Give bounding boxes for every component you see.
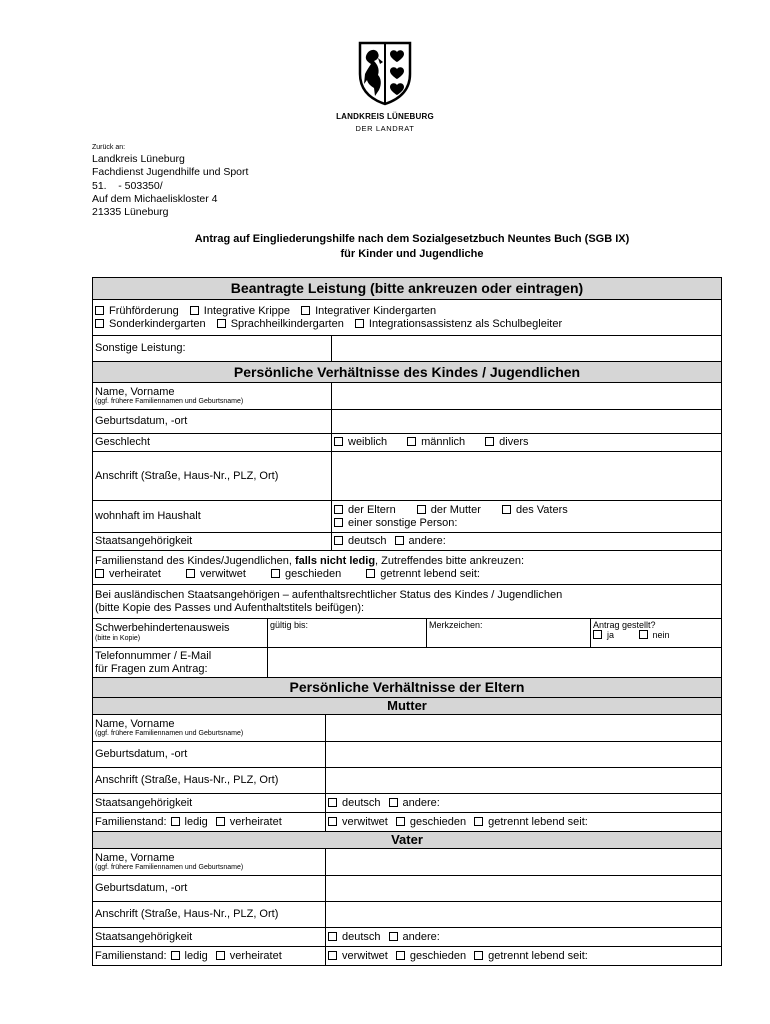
checkbox-maennlich[interactable] — [407, 437, 416, 446]
checkbox-divers[interactable] — [485, 437, 494, 446]
kind-geburt-label: Geburtsdatum, -ort — [95, 415, 188, 428]
vater-name-label: Name, Vorname — [95, 851, 175, 864]
vater-familienstand-right — [325, 947, 721, 965]
sonstige-leistung-label: Sonstige Leistung: — [95, 342, 186, 355]
kind-haushalt-label: wohnhaft im Haushalt — [95, 510, 201, 523]
option-label: andere: — [402, 930, 440, 943]
checkbox-antrag-ja[interactable] — [593, 630, 602, 639]
option-label: andere: — [402, 796, 440, 809]
vater-name-hint: (ggf. frühere Familiennamen und Geburtsname) — [95, 864, 244, 872]
checkbox-kind-verwitwet[interactable] — [186, 569, 195, 578]
checkbox-mutter-verwitwet[interactable] — [328, 817, 337, 826]
sba-label: Schwerbehindertenausweis — [95, 622, 230, 634]
checkbox-deutsch[interactable] — [334, 536, 343, 545]
checkbox-vater-deutsch[interactable] — [328, 932, 337, 941]
option-label: männlich — [421, 436, 466, 449]
familienstand-text: , Zutreffendes bitte ankreuzen: — [375, 555, 525, 567]
address-line: Fachdienst Jugendhilfe und Sport — [92, 166, 249, 179]
coat-of-arms-icon — [356, 40, 414, 106]
telefon-label-cell — [93, 648, 267, 677]
kind-name-label: Name, Vorname — [95, 385, 175, 398]
option-label: deutsch — [342, 796, 381, 809]
kind-auslaender-status[interactable] — [93, 585, 721, 618]
checkbox-vater-verwitwet[interactable] — [328, 951, 337, 960]
option-label: divers — [499, 436, 529, 449]
checkbox-vater-getrennt[interactable] — [474, 951, 483, 960]
leistung-options — [93, 300, 721, 335]
option-label: Sprachheilkindergarten — [230, 317, 344, 330]
mutter-geburt-label: Geburtsdatum, -ort — [95, 748, 188, 761]
option-label: geschieden — [284, 567, 342, 580]
checkbox-weiblich[interactable] — [334, 437, 343, 446]
logo-title: LANDKREIS LÜNEBURG — [336, 112, 434, 121]
mutter-name-field[interactable] — [325, 715, 721, 741]
vater-geburt-field[interactable] — [325, 876, 721, 901]
checkbox-vater-andere[interactable] — [389, 932, 398, 941]
sba-merkzeichen-field[interactable] — [426, 619, 590, 647]
option-label: verheiratet — [229, 815, 282, 828]
kind-anschrift-label: Anschrift (Straße, Haus-Nr., PLZ, Ort) — [95, 469, 279, 482]
logo-subtitle: DER LANDRAT — [355, 124, 415, 133]
checkbox-integrativer-kindergarten[interactable] — [301, 306, 310, 315]
sba-antrag-cell — [590, 619, 721, 647]
gueltig-label: gültig bis: — [270, 620, 309, 630]
option-label: verheiratet — [109, 567, 161, 580]
kind-geschlecht-options — [331, 434, 721, 451]
mutter-name-hint: (ggf. frühere Familiennamen und Geburtsname) — [95, 730, 244, 738]
address-line: 51. - 503350/ — [92, 179, 163, 192]
checkbox-antrag-nein[interactable] — [639, 630, 648, 639]
familienstand-label: Familienstand: — [95, 815, 167, 828]
option-label: getrennt lebend seit: — [488, 949, 588, 962]
auslaender-text-line1: Bei ausländischen Staatsangehörigen – aufenthaltsrechtlicher Status des Kindes / Jugendlichen — [95, 589, 563, 601]
option-label: andere: — [408, 535, 446, 548]
sba-label-cell — [93, 619, 267, 647]
form-subtitle: für Kinder und Jugendliche — [340, 248, 484, 260]
application-form — [92, 277, 722, 966]
auslaender-text-line2: (bitte Kopie des Passes und Aufenthaltstitels beifügen): — [95, 601, 365, 614]
checkbox-haushalt-mutter[interactable] — [417, 505, 426, 514]
checkbox-mutter-getrennt[interactable] — [474, 817, 483, 826]
checkbox-mutter-verheiratet[interactable] — [216, 817, 225, 826]
section-header-leistung: Beantragte Leistung (bitte ankreuzen oder eintragen) — [93, 278, 721, 299]
kind-haushalt-options — [331, 501, 721, 532]
option-label: weiblich — [348, 436, 388, 449]
address-line: Auf dem Michaeliskloster 4 — [92, 192, 218, 205]
address-line: Landkreis Lüneburg — [92, 153, 185, 165]
return-address — [92, 144, 248, 219]
kind-geburt-field[interactable] — [331, 410, 721, 433]
option-label: des Vaters — [515, 504, 568, 516]
vater-staat-label: Staatsangehörigkeit — [95, 930, 193, 943]
kind-name-hint: (ggf. frühere Familiennamen und Geburtsname) — [95, 398, 244, 406]
kind-anschrift-field[interactable] — [331, 452, 721, 500]
mutter-geburt-field[interactable] — [325, 742, 721, 767]
option-label: Frühförderung — [109, 305, 179, 317]
landkreis-logo — [320, 40, 450, 133]
sba-hint: (bitte in Kopie) — [95, 634, 141, 642]
section-header-eltern: Persönliche Verhältnisse der Eltern — [93, 678, 721, 697]
kind-geschlecht-label: Geschlecht — [95, 436, 151, 449]
antrag-label: Antrag gestellt? — [593, 620, 656, 630]
telefon-label-line1: Telefonnummer / E-Mail — [95, 650, 212, 662]
familienstand-text: Familienstand des Kindes/Jugendlichen, — [95, 555, 295, 567]
address-line: 21335 Lüneburg — [92, 206, 169, 219]
option-label: der Eltern — [348, 504, 396, 516]
mutter-name-label: Name, Vorname — [95, 717, 175, 730]
checkbox-mutter-geschieden[interactable] — [396, 817, 405, 826]
checkbox-fruehfoerderung[interactable] — [95, 306, 104, 315]
option-label: der Mutter — [430, 504, 481, 516]
telefon-label-line2: für Fragen zum Antrag: — [95, 662, 208, 675]
return-address-label: Zurück an: — [92, 144, 126, 151]
kind-familienstand — [93, 551, 721, 584]
checkbox-mutter-andere[interactable] — [389, 798, 398, 807]
form-heading — [92, 232, 732, 262]
option-label: nein — [652, 630, 670, 640]
checkbox-mutter-ledig[interactable] — [171, 817, 180, 826]
option-label: ja — [607, 630, 615, 640]
checkbox-kind-geschieden[interactable] — [271, 569, 280, 578]
kind-name-field[interactable] — [331, 383, 721, 409]
vater-anschrift-field[interactable] — [325, 902, 721, 927]
mutter-staat-options — [325, 794, 721, 812]
checkbox-kind-getrennt[interactable] — [366, 569, 375, 578]
option-label: Integrative Krippe — [203, 305, 290, 317]
option-label: getrennt lebend seit: — [488, 815, 588, 828]
option-label: verwitwet — [342, 949, 388, 962]
checkbox-vater-geschieden[interactable] — [396, 951, 405, 960]
option-label: Sonderkindergarten — [109, 317, 206, 330]
checkbox-vater-ledig[interactable] — [171, 951, 180, 960]
kind-name-label-cell — [93, 383, 331, 409]
option-label: verwitwet — [342, 815, 388, 828]
option-label: einer sonstige Person: — [348, 516, 458, 529]
telefon-field[interactable] — [267, 648, 721, 677]
vater-familienstand-left — [93, 947, 325, 965]
option-label: deutsch — [348, 535, 387, 548]
section-header-kind: Persönliche Verhältnisse des Kindes / Jugendlichen — [93, 362, 721, 382]
checkbox-haushalt-vater[interactable] — [502, 505, 511, 514]
vater-staat-options — [325, 928, 721, 946]
checkbox-sprachheilkindergarten[interactable] — [217, 319, 226, 328]
form-title: Antrag auf Eingliederungshilfe nach dem Sozialgesetzbuch Neuntes Buch (SGB IX) — [194, 233, 630, 245]
kind-staat-options — [331, 533, 721, 550]
checkbox-andere[interactable] — [395, 536, 404, 545]
option-label: Integrationsassistenz als Schulbegleiter — [368, 317, 563, 330]
familienstand-label: Familienstand: — [95, 949, 167, 962]
mutter-name-label-cell — [93, 715, 325, 741]
checkbox-haushalt-sonstige[interactable] — [334, 518, 343, 527]
vater-anschrift-label: Anschrift (Straße, Haus-Nr., PLZ, Ort) — [95, 908, 279, 921]
option-label: geschieden — [409, 949, 467, 962]
option-label: ledig — [184, 949, 208, 962]
mutter-staat-label: Staatsangehörigkeit — [95, 796, 193, 809]
familienstand-emphasis: falls nicht ledig — [294, 555, 376, 567]
kind-staat-label: Staatsangehörigkeit — [95, 535, 193, 548]
vater-name-field[interactable] — [325, 849, 721, 875]
merkzeichen-label: Merkzeichen: — [429, 620, 483, 630]
mutter-anschrift-field[interactable] — [325, 768, 721, 793]
option-label: Integrativer Kindergarten — [315, 305, 437, 317]
option-label: geschieden — [409, 815, 467, 828]
kind-familienstand-text — [95, 555, 719, 568]
checkbox-integrative-krippe[interactable] — [190, 306, 199, 315]
option-label: ledig — [184, 815, 208, 828]
checkbox-kind-verheiratet[interactable] — [95, 569, 104, 578]
vater-name-label-cell — [93, 849, 325, 875]
mutter-familienstand-right — [325, 813, 721, 831]
checkbox-integrationsassistenz[interactable] — [355, 319, 364, 328]
checkbox-vater-verheiratet[interactable] — [216, 951, 225, 960]
option-label: deutsch — [342, 930, 381, 943]
subsection-header-vater: Vater — [93, 832, 721, 848]
option-label: verheiratet — [229, 949, 282, 962]
mutter-familienstand-left — [93, 813, 325, 831]
sba-gueltig-field[interactable] — [267, 619, 426, 647]
sonstige-leistung-field[interactable] — [331, 336, 721, 361]
checkbox-haushalt-eltern[interactable] — [334, 505, 343, 514]
option-label: getrennt lebend seit: — [380, 567, 480, 580]
mutter-anschrift-label: Anschrift (Straße, Haus-Nr., PLZ, Ort) — [95, 774, 279, 787]
vater-geburt-label: Geburtsdatum, -ort — [95, 882, 188, 895]
checkbox-mutter-deutsch[interactable] — [328, 798, 337, 807]
checkbox-sonderkindergarten[interactable] — [95, 319, 104, 328]
option-label: verwitwet — [200, 567, 246, 580]
subsection-header-mutter: Mutter — [93, 698, 721, 714]
